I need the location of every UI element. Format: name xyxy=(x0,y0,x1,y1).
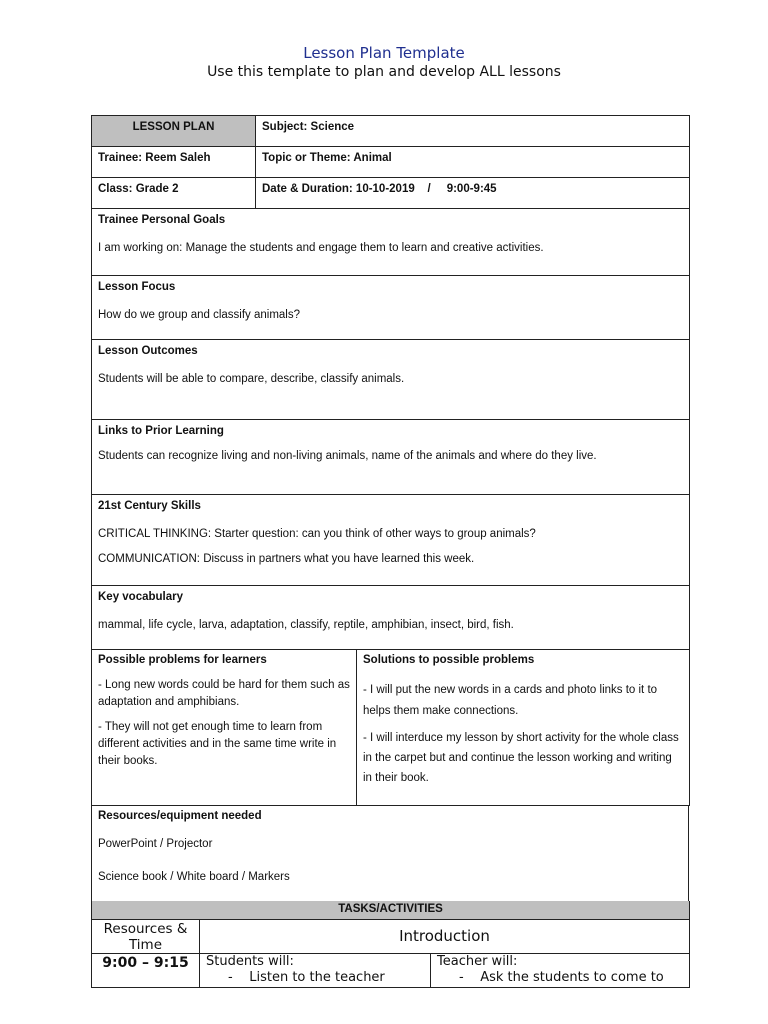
prior-learning-heading: Links to Prior Learning xyxy=(98,425,224,437)
outcomes-heading: Lesson Outcomes xyxy=(98,345,198,357)
teacher-will-label: Teacher will: xyxy=(437,953,518,969)
teacher-task-item: - Ask the students to come to xyxy=(459,969,664,985)
solution-item: - I will interduce my lesson by short activity for the whole class in the carpet but and continue the lesson working and writing in their book. xyxy=(363,732,679,784)
solution-item: - I will put the new words in a cards and photo links to it to helps them make connections. xyxy=(363,684,658,717)
tasks-activities-header: TASKS/ACTIVITIES xyxy=(92,901,690,919)
prior-learning-text: Students can recognize living and non-living animals, name of the animals and where do they live. xyxy=(98,450,597,462)
goals-section xyxy=(92,209,690,276)
students-task-item: - Listen to the teacher xyxy=(228,969,385,985)
skills-line-critical: CRITICAL THINKING: Starter question: can you think of other ways to group animals? xyxy=(98,528,536,540)
problems-solutions-table xyxy=(91,649,690,806)
resources-heading: Resources/equipment needed xyxy=(98,810,262,822)
lesson-plan-table xyxy=(91,115,690,650)
goals-heading: Trainee Personal Goals xyxy=(98,214,226,226)
resources-table xyxy=(91,805,689,902)
solutions-heading: Solutions to possible problems xyxy=(363,654,535,666)
skills-line-communication: COMMUNICATION: Discuss in partners what you have learned this week. xyxy=(98,553,475,565)
problem-item: - Long new words could be hard for them such as adaptation and amphibians. xyxy=(98,679,350,708)
vocabulary-heading: Key vocabulary xyxy=(98,591,184,603)
focus-section xyxy=(92,276,690,340)
problems-heading: Possible problems for learners xyxy=(98,654,267,666)
table-row xyxy=(92,953,690,987)
prior-learning-section xyxy=(92,420,690,495)
teacher-task-text: Ask the students to come to xyxy=(480,969,664,985)
outcomes-text: Students will be able to compare, describe, classify animals. xyxy=(98,373,405,385)
vocabulary-section xyxy=(92,586,690,650)
table-row xyxy=(92,649,690,805)
skills-section xyxy=(92,495,690,586)
document-subtitle: Use this template to plan and develop ALL lessons xyxy=(207,64,561,80)
tasks-table xyxy=(91,901,690,988)
table-row xyxy=(92,901,690,919)
table-row xyxy=(92,116,690,147)
subject-cell: Subject: Science xyxy=(256,116,690,147)
students-task-text: Listen to the teacher xyxy=(249,969,385,985)
table-row xyxy=(92,178,690,209)
lesson-plan-label: LESSON PLAN xyxy=(92,116,256,147)
table-row xyxy=(92,147,690,178)
time-cell: 9:00 – 9:15 xyxy=(92,953,200,987)
topic-cell: Topic or Theme: Animal xyxy=(256,147,690,178)
class-cell: Class: Grade 2 xyxy=(92,178,256,209)
resources-section xyxy=(92,805,689,901)
skills-heading: 21st Century Skills xyxy=(98,500,201,512)
trainee-cell: Trainee: Reem Saleh xyxy=(92,147,256,178)
focus-heading: Lesson Focus xyxy=(98,281,176,293)
resources-time-heading: Resources & Time xyxy=(92,919,200,953)
introduction-heading: Introduction xyxy=(200,919,690,953)
resource-item: Science book / White board / Markers xyxy=(98,871,290,883)
goals-text: I am working on: Manage the students and engage them to learn and creative activities. xyxy=(98,242,544,254)
outcomes-section xyxy=(92,340,690,420)
students-will-label: Students will: xyxy=(206,953,294,969)
table-row xyxy=(92,919,690,953)
vocabulary-text: mammal, life cycle, larva, adaptation, classify, reptile, amphibian, insect, bird, fish. xyxy=(98,619,514,631)
date-duration-cell: Date & Duration: 10-10-2019 / 9:00-9:45 xyxy=(256,178,690,209)
document-title: Lesson Plan Template xyxy=(303,44,465,62)
problem-item: - They will not get enough time to learn from different activities and in the same time write in their books. xyxy=(98,721,337,767)
resource-item: PowerPoint / Projector xyxy=(98,838,213,850)
focus-text: How do we group and classify animals? xyxy=(98,309,300,321)
